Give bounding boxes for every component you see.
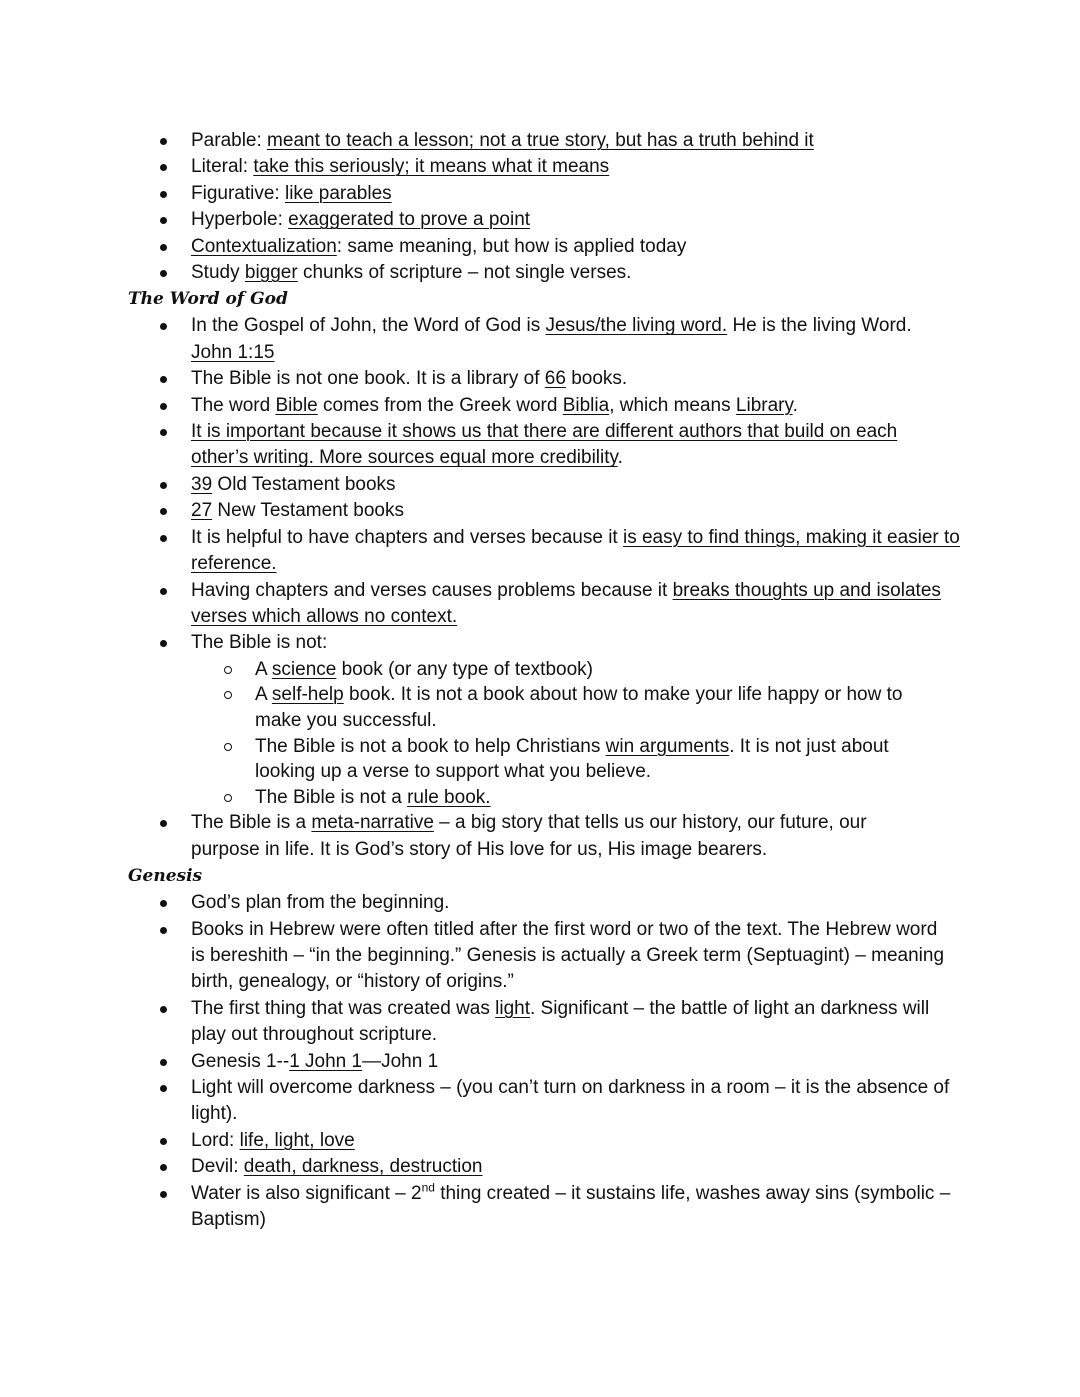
list-item	[191, 128, 1080, 154]
text-part: Water is also significant – 2	[191, 1182, 422, 1204]
underlined-text: light	[495, 997, 530, 1019]
underlined-text: bigger	[244, 262, 298, 284]
sub-list-item	[255, 657, 1080, 683]
underlined-text: 27	[191, 500, 213, 522]
underlined-text: science	[271, 658, 337, 680]
definition-text: meant to teach a lesson; not a true story, but has a truth behind it	[267, 130, 814, 151]
underlined-text: self-help	[271, 684, 344, 706]
list-item	[191, 313, 936, 366]
text-part: The Bible is not a book to help Christians	[255, 735, 606, 757]
underlined-text: Bible	[275, 394, 318, 416]
sub-list-item	[255, 785, 1080, 811]
text-part: . It is not just about looking up a verse to support what you believe.	[255, 735, 889, 783]
underlined-text: Library	[735, 394, 793, 416]
text-part: – a big story that tells us our history, our future, our purpose in life. It is God’s story of His love for us, His image bearers.	[191, 812, 867, 860]
underlined-text: rule book.	[407, 786, 491, 808]
text-part: Having chapters and verses causes problems because it	[191, 579, 673, 601]
text-part: Genesis 1--	[191, 1050, 290, 1072]
list-item	[191, 181, 1080, 207]
list-item	[191, 366, 1080, 392]
sub-list	[191, 657, 1080, 811]
text-part: Lord:	[191, 1129, 240, 1151]
text-part: New Testament books	[212, 500, 404, 522]
text-part: Devil:	[191, 1156, 244, 1178]
list-item: Light will overcome darkness – (you can’t turn on darkness in a room – it is the absence of light).	[191, 1075, 951, 1128]
section-heading-word-of-god: The Word of God	[128, 289, 288, 310]
text-part: He is the living Word.	[727, 315, 912, 337]
definition-text: exaggerated to prove a point	[288, 209, 531, 231]
list-item	[191, 154, 1080, 180]
text-part: The Bible is not a	[255, 786, 408, 808]
text-part: .	[617, 447, 623, 469]
text-part: books.	[565, 368, 628, 390]
list-item	[191, 393, 1080, 419]
underlined-text: Biblia	[562, 394, 610, 416]
term-label: Figurative:	[191, 182, 285, 204]
underlined-text: life, light, love	[239, 1129, 355, 1151]
text-part: .	[792, 394, 798, 416]
underlined-text: meta-narrative	[311, 812, 434, 834]
sub-list-item	[255, 682, 945, 733]
underlined-text: death, darkness, destruction	[243, 1156, 483, 1178]
underlined-text: win arguments	[605, 735, 730, 757]
list-item	[191, 498, 1080, 524]
list-item	[191, 525, 961, 578]
term-label: Hyperbole:	[191, 209, 289, 231]
list-item: Books in Hebrew were often titled after the first word or two of the text. The Hebrew word is bereshith – “in the beginning.” Genesis is actually a Greek term (Septuagint) – meaning birth, genealogy, or “history of origins.”	[191, 917, 946, 996]
genesis-list	[0, 890, 1080, 1233]
underlined-text: 66	[544, 368, 566, 390]
text-part: A	[255, 658, 272, 680]
list-item	[191, 630, 1080, 810]
text-part: , which means	[609, 394, 736, 416]
list-item	[191, 1154, 1080, 1180]
text-part: chunks of scripture – not single verses.	[297, 262, 632, 284]
document-page	[0, 128, 1080, 1233]
text-part: Study	[191, 262, 245, 284]
superscript-text: nd	[421, 1180, 435, 1195]
definition-text: : same meaning, but how is applied today	[336, 235, 687, 257]
list-item	[191, 234, 1080, 260]
text-part: It is helpful to have chapters and verses because it	[191, 526, 623, 548]
list-item	[191, 1181, 951, 1234]
text-part: Old Testament books	[212, 473, 396, 495]
list-item	[191, 207, 1080, 233]
text-part: book (or any type of textbook)	[336, 658, 593, 680]
list-item	[191, 472, 1080, 498]
text-part: book. It is not a book about how to make your life happy or how to make you successful.	[255, 684, 903, 731]
text-part: The word	[191, 394, 276, 416]
list-item	[191, 810, 911, 863]
text-part: In the Gospel of John, the Word of God is	[191, 315, 546, 337]
underlined-text: 1 John 1	[289, 1050, 363, 1072]
list-item	[191, 1128, 1080, 1154]
term-label: Contextualization	[191, 235, 337, 257]
text-part: —John 1	[362, 1050, 439, 1072]
definition-text: take this seriously; it means what it means	[253, 156, 610, 178]
list-item	[191, 1049, 1080, 1075]
list-item	[191, 578, 961, 631]
text-part: The Bible is not one book. It is a library of	[191, 368, 545, 390]
underlined-text: 39	[191, 473, 213, 495]
underlined-text: Jesus/the living word.	[545, 315, 728, 337]
text-part: comes from the Greek word	[317, 394, 563, 416]
text-part: The first thing that was created was	[191, 997, 496, 1019]
list-item	[191, 260, 1080, 286]
underlined-text: It is important because it shows us that there are different authors that build on each other’s writing. More sources equal more credibility	[191, 421, 898, 469]
text-part: A	[255, 684, 272, 706]
sub-list-item	[255, 734, 945, 785]
text-part: The Bible is a	[191, 812, 312, 834]
term-label: Parable:	[191, 130, 268, 151]
definition-text: like parables	[284, 182, 392, 204]
section-heading-genesis: Genesis	[128, 866, 203, 887]
word-of-god-list	[0, 313, 1080, 863]
underlined-text: John 1:15	[191, 341, 275, 363]
underlined-text: breaks thoughts up and isolates verses which allows no context.	[191, 579, 941, 627]
text-part: The Bible is not:	[191, 632, 328, 654]
underlined-text: is easy to find things, making it easier to reference.	[191, 526, 960, 575]
list-item	[191, 996, 961, 1049]
text-part: . Significant – the battle of light an darkness will play out throughout scripture.	[191, 997, 930, 1046]
list-item	[191, 419, 936, 472]
term-label: Literal:	[191, 156, 254, 178]
intro-list	[0, 128, 1080, 286]
text-part: thing created – it sustains life, washes away sins (symbolic – Baptism)	[191, 1182, 951, 1230]
list-item: God’s plan from the beginning.	[191, 890, 1080, 916]
